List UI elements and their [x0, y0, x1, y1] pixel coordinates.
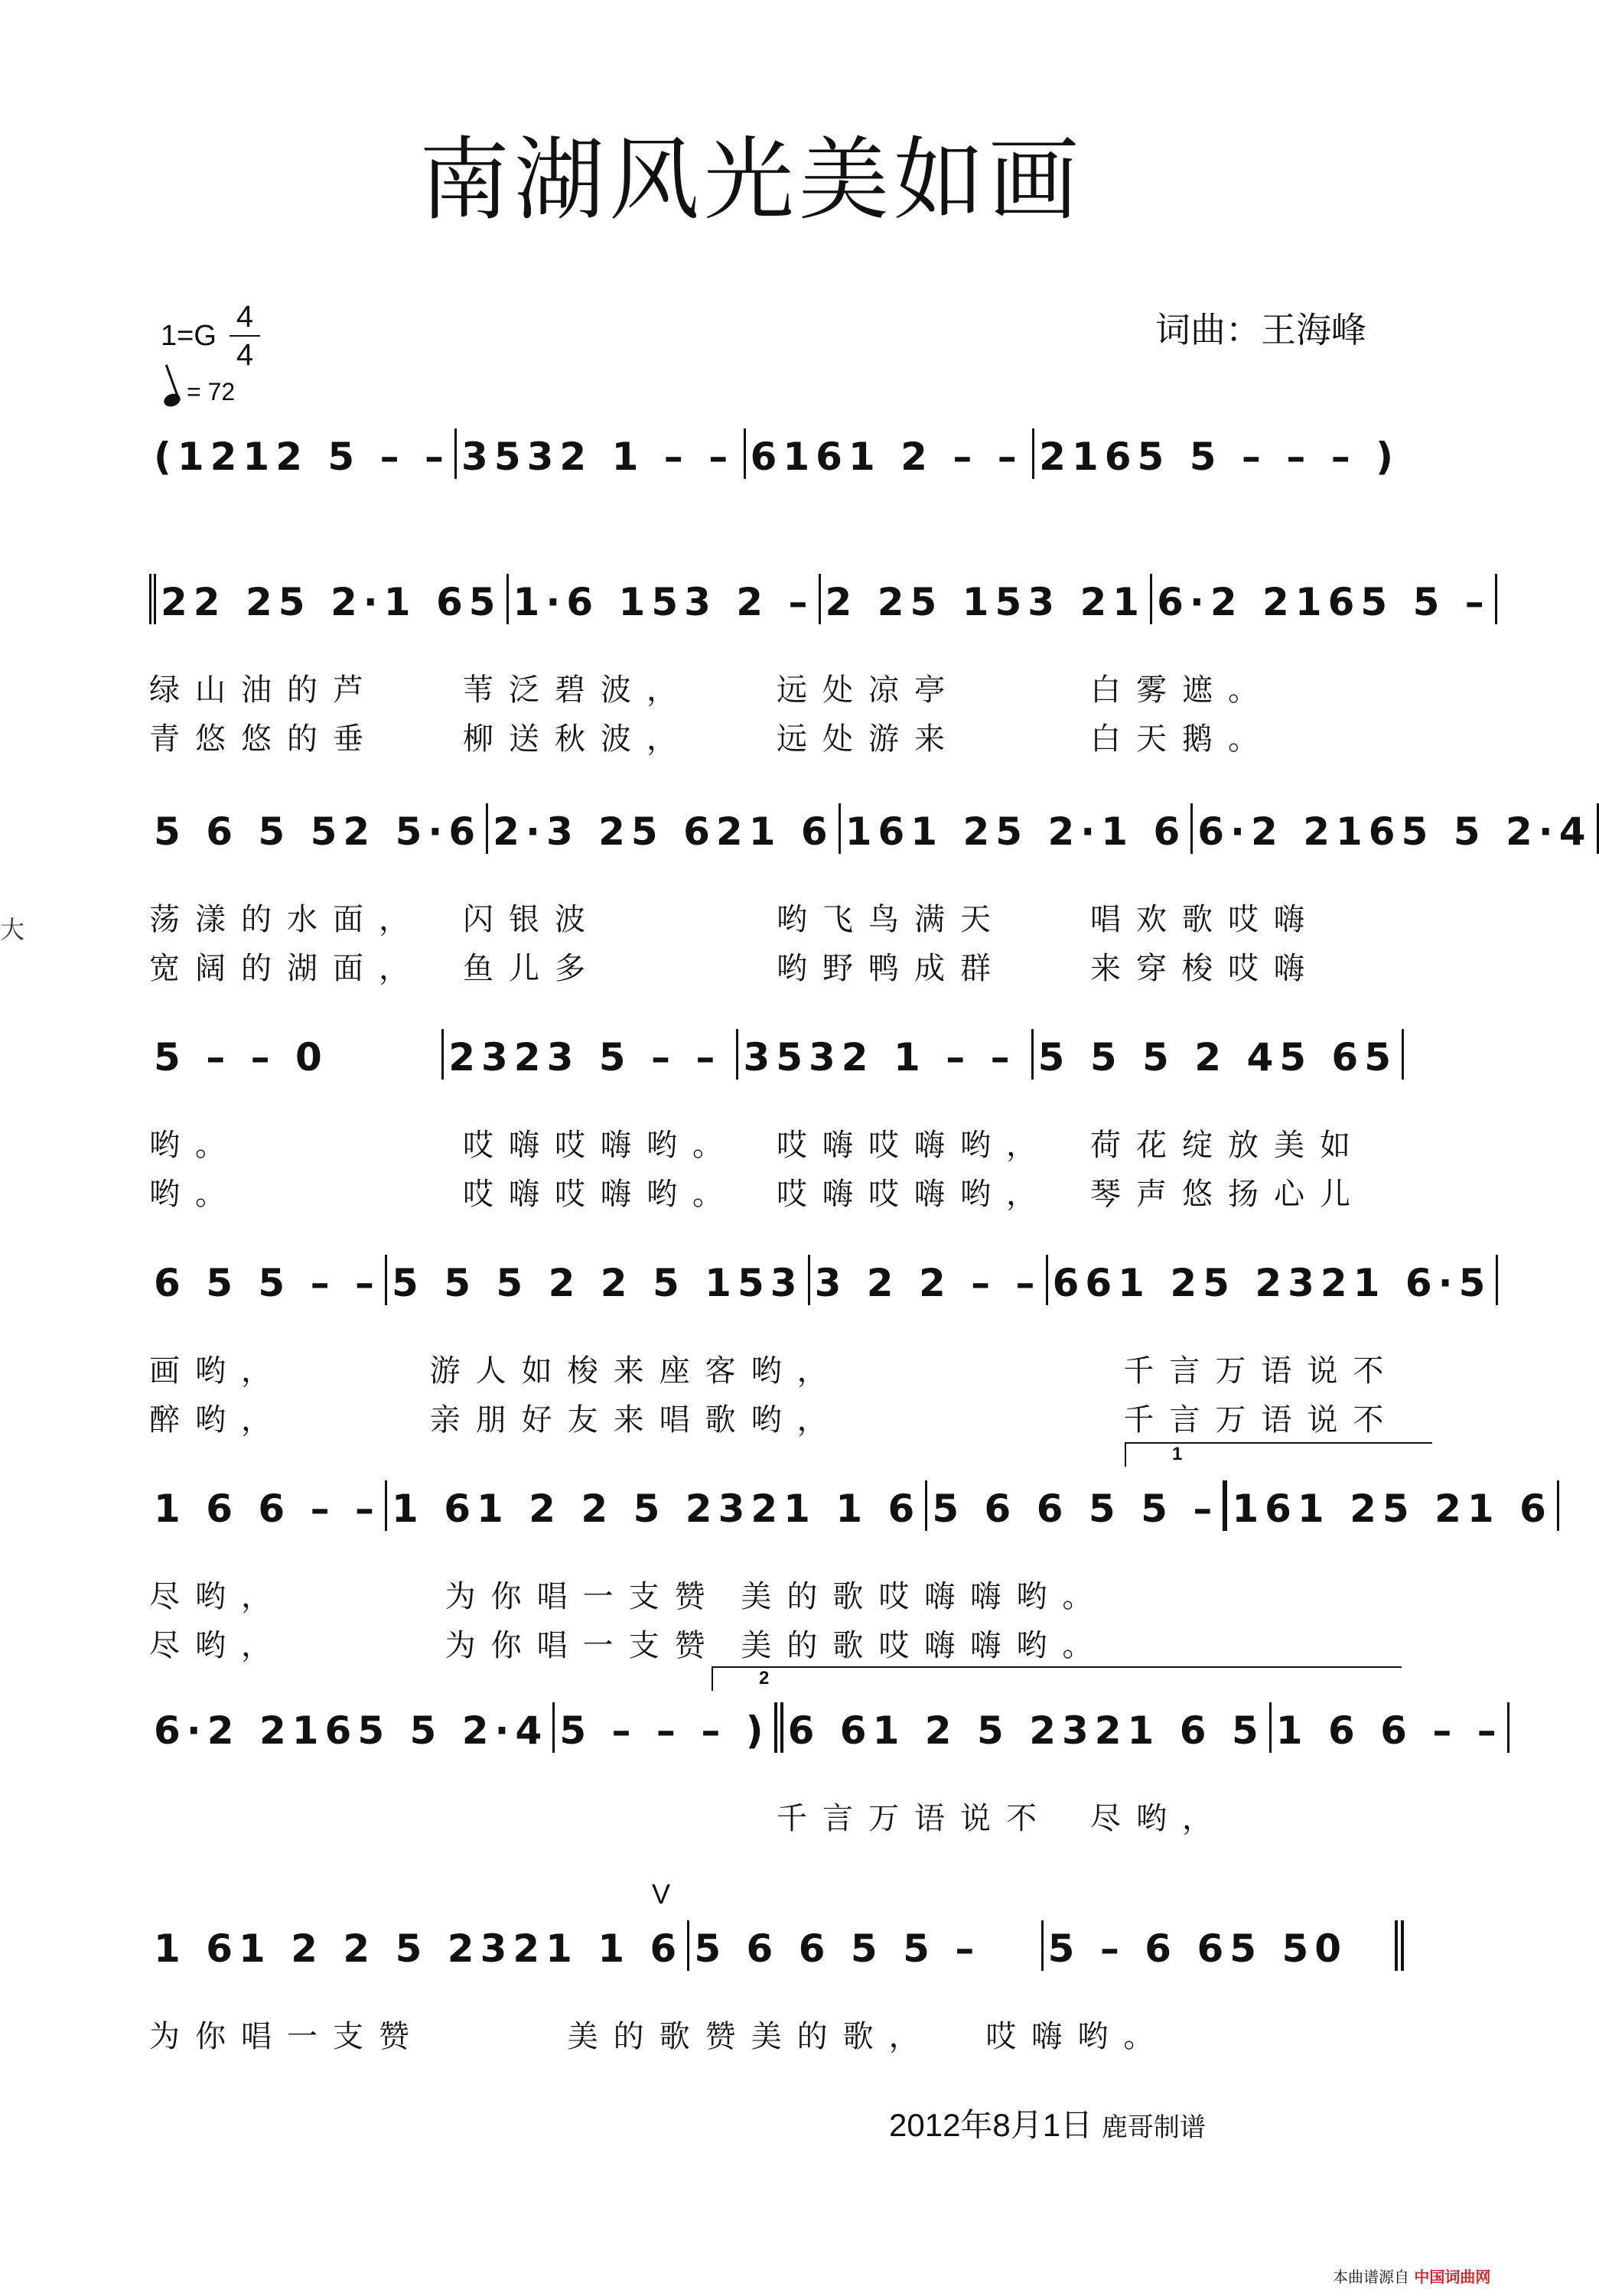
measure-notes: 2 25 153 21 [825, 580, 1146, 624]
measure-notes: 5 6 6 5 5 – [932, 1487, 1219, 1531]
time-denominator: 4 [236, 338, 254, 372]
breath-mark: V [652, 1878, 671, 1910]
measure [149, 428, 457, 479]
measure-notes: 1 6 6 – – [154, 1487, 380, 1531]
lyric-line-2: 尽哟， 为你唱一支赞 美的歌哎嗨嗨哟。 [149, 1628, 1109, 1663]
lyric-line-1: 为你唱一支赞 美的歌赞美的歌， 哎嗨哟。 [149, 2019, 1170, 2054]
measure [746, 428, 1035, 479]
measure [457, 428, 746, 479]
measure [509, 574, 821, 624]
measure [1193, 803, 1598, 854]
system-ending [149, 1702, 1503, 1843]
measure-notes: 1 6 6 – – [1275, 1708, 1503, 1753]
footer-credit [889, 2100, 1206, 2146]
lyricist-composer-credit: 词曲：王海峰 [1155, 309, 1366, 350]
measure [810, 1255, 1048, 1305]
measure [1044, 1920, 1404, 1971]
lyric-line-1: 千言万语说不 尽哟， [777, 1801, 1228, 1836]
staff [149, 1029, 1404, 1121]
system-verse-2 [149, 803, 1592, 993]
measure [149, 1255, 387, 1305]
measure-notes: 5 – 6 65 50 [1047, 1926, 1348, 1971]
song-title: 南湖风光美如画 [418, 127, 1083, 233]
measure-notes: 5 6 6 5 5 – [694, 1926, 981, 1971]
measure-notes: 5 5 5 2 45 65 [1037, 1035, 1398, 1080]
key-signature: 1=G [161, 320, 217, 352]
measure-notes: 5 5 5 2 2 5 153 [392, 1261, 803, 1305]
staff [149, 803, 1592, 895]
measure [149, 1702, 555, 1753]
lyric-line-1: 哟。 哎嗨哎嗨哟。 哎嗨哎嗨哟， 荷花绽放美如 [149, 1128, 1366, 1163]
footer-date: 2012年8月1日 [889, 2107, 1093, 2143]
measure [821, 574, 1153, 624]
measure-notes: 6·2 2165 5 – [1157, 580, 1490, 624]
measure-notes: 2165 5 – – – ) [1039, 435, 1399, 479]
measure [1034, 428, 1404, 479]
measure-notes: 6 5 5 – – [154, 1261, 380, 1305]
time-signature [230, 300, 260, 372]
measure [1225, 1480, 1559, 1531]
stamp-site: 中国词曲网 [1414, 2268, 1491, 2286]
measure [1152, 574, 1497, 624]
lyric-line-1: 画哟， 游人如梭来座客哟， 千言万语说不 [149, 1353, 1399, 1389]
measure-notes: 161 25 2·1 6 [845, 809, 1187, 854]
lyric-line-2: 醉哟， 亲朋好友来唱歌哟， 千言万语说不 [149, 1402, 1399, 1438]
measure-notes: 3532 1 – – [743, 1035, 1016, 1080]
measure [689, 1920, 1043, 1971]
volta-bracket-2: 2 [712, 1666, 1402, 1691]
measure [555, 1702, 783, 1753]
measure-notes: 1·6 153 2 – [513, 580, 814, 624]
footer-maker: 鹿哥制谱 [1101, 2112, 1206, 2143]
measure-notes: 6161 2 – – [750, 435, 1023, 479]
measure-notes: 2·3 25 621 6 [493, 809, 834, 854]
staff [149, 1480, 1552, 1572]
measure [149, 574, 509, 624]
tempo-value: = 72 [187, 378, 236, 405]
system-chorus-1 [149, 1255, 1492, 1444]
lyric-line-2: 青悠悠的垂 柳送秋波， 远处游来 白天鹅。 [149, 721, 1274, 757]
measure [841, 803, 1194, 854]
measure [927, 1480, 1225, 1531]
staff [149, 1920, 1404, 2012]
system-intro [149, 428, 1404, 520]
lyric-line-1: 尽哟， 为你唱一支赞 美的歌哎嗨嗨哟。 [149, 1579, 1109, 1614]
system-final [149, 1920, 1404, 2061]
measure [488, 803, 841, 854]
measure [149, 803, 488, 854]
margin-mark: 大 [0, 915, 25, 944]
lyric-line-1: 荡漾的水面， 闪银波 哟飞鸟满天 唱欢歌哎嗨 [149, 902, 1320, 937]
source-stamp [1333, 2265, 1490, 2287]
measure-notes: 661 25 2321 6·5 [1052, 1261, 1492, 1305]
measure-notes: 5 6 5 52 5·6 [154, 809, 482, 854]
measure-notes: 3532 1 – – [461, 435, 734, 479]
measure [149, 1029, 444, 1080]
measure [387, 1480, 927, 1531]
lyric-line-2: 哟。 哎嗨哎嗨哟。 哎嗨哎嗨哟， 琴声悠扬心儿 [149, 1177, 1366, 1212]
measure [444, 1029, 738, 1080]
measure-notes: 6·2 2165 5 2·4 [154, 1708, 549, 1753]
measure [149, 1920, 689, 1971]
staff [149, 574, 1490, 666]
system-chorus-2 [149, 1480, 1552, 1670]
measure [1034, 1029, 1404, 1080]
measure [1272, 1702, 1509, 1753]
measure-notes: (1212 5 – – [154, 435, 451, 479]
measure-notes: 1 61 2 2 5 2321 1 6 [392, 1487, 921, 1531]
staff [149, 428, 1404, 520]
staff [149, 1702, 1503, 1794]
measure [1048, 1255, 1499, 1305]
system-verse-1 [149, 574, 1490, 764]
measure-notes: 3 2 2 – – [814, 1261, 1041, 1305]
lyric-line-1: 绿山油的芦 苇泛碧波， 远处凉亭 白雾遮。 [149, 673, 1274, 708]
measure [783, 1702, 1272, 1753]
measure-notes: 6·2 2165 5 2·4 [1197, 809, 1592, 854]
stamp-prefix: 本曲谱源自 [1333, 2268, 1409, 2286]
measure-notes: 6 61 2 5 2321 6 5 [787, 1708, 1265, 1753]
measure [387, 1255, 810, 1305]
quarter-note-icon [162, 392, 182, 409]
measure-notes: 1 61 2 2 5 2321 1 6 [154, 1926, 683, 1971]
time-numerator: 4 [236, 300, 254, 334]
staff [149, 1255, 1492, 1347]
tempo-marking [164, 378, 235, 406]
measure-notes: 22 25 2·1 65 [161, 580, 502, 624]
measure-notes: 5 – – 0 [154, 1035, 328, 1080]
measure-notes: 161 25 21 6 [1232, 1487, 1552, 1531]
system-verse-3 [149, 1029, 1404, 1219]
measure-notes: 5 – – – ) [559, 1708, 770, 1753]
volta-bracket-1: 1 [1125, 1442, 1432, 1467]
measure [738, 1029, 1033, 1080]
measure [149, 1480, 387, 1531]
lyric-line-2: 宽阔的湖面， 鱼儿多 哟野鸭成群 来穿梭哎嗨 [149, 951, 1320, 986]
measure-notes: 2323 5 – – [448, 1035, 721, 1080]
